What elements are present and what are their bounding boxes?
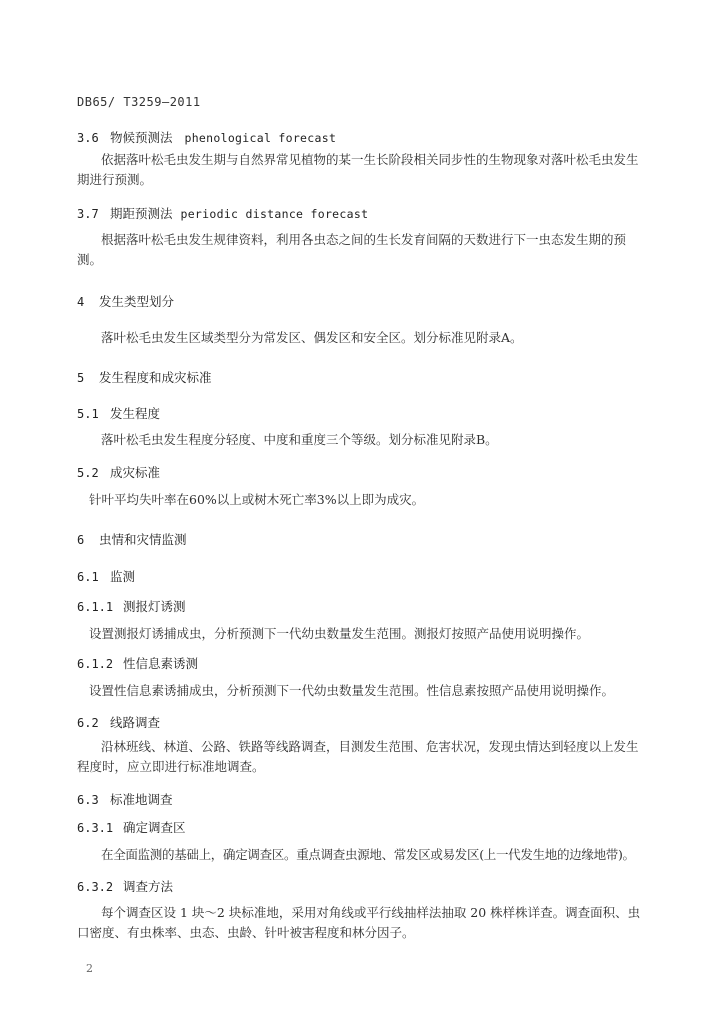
section-number: 6.3.2 (77, 880, 114, 894)
section-number: 5.2 (77, 466, 99, 480)
section-number: 5 (77, 371, 85, 385)
section-number: 3.7 (77, 207, 99, 221)
section-body-3-7: 根据落叶松毛虫发生规律资料，利用各虫态之间的生长发育间隔的天数进行下一虫态发生期的预测。 (77, 232, 627, 267)
section-title: 发生类型划分 (98, 294, 174, 309)
section-title: 确定调查区 (122, 820, 186, 835)
section-heading-6-3-2 (77, 877, 173, 895)
section-title-english: periodic distance forecast (180, 207, 369, 221)
section-title: 调查方法 (122, 879, 173, 894)
section-body-6-1-1: 设置测报灯诱捕成虫，分析预测下一代幼虫数量发生范围。测报灯按照产品使用说明操作。 (89, 626, 590, 641)
section-heading-6-1-2 (77, 654, 198, 672)
section-body-6-3-1: 在全面监测的基础上，确定调查区。重点调查虫源地、常发区或易发区(上一代发生地的边缘地带)。 (101, 847, 635, 862)
section-heading-6-3 (77, 790, 173, 808)
section-title: 线路调查 (109, 715, 160, 730)
section-title: 物候预测法 (109, 130, 173, 145)
section-title: 监测 (109, 569, 135, 584)
section-number: 6.3 (77, 793, 99, 807)
section-title: 发生程度 (109, 406, 160, 421)
section-number: 6 (77, 533, 85, 547)
section-title: 性信息素诱测 (122, 656, 198, 671)
section-number: 6.1.2 (77, 657, 114, 671)
section-heading-3-6 (77, 128, 336, 146)
section-body-6-1-2: 设置性信息素诱捕成虫，分析预测下一代幼虫数量发生范围。性信息素按照产品使用说明操作。 (89, 683, 615, 698)
section-number: 4 (77, 295, 85, 309)
section-title: 虫情和灾情监测 (98, 532, 187, 547)
section-title: 发生程度和成灾标准 (98, 370, 212, 385)
section-title: 测报灯诱测 (122, 599, 186, 614)
section-heading-6-1 (77, 567, 135, 585)
section-body-5-1: 落叶松毛虫发生程度分轻度、中度和重度三个等级。划分标准见附录B。 (101, 432, 498, 447)
section-title: 期距预测法 (109, 206, 173, 221)
section-title: 成灾标准 (109, 465, 160, 480)
document-id: DB65/ T3259—2011 (77, 95, 201, 109)
section-heading-6-1-1 (77, 597, 186, 615)
section-number: 6.1.1 (77, 600, 114, 614)
section-body-5-2: 针叶平均失叶率在60%以上或树木死亡率3%以上即为成灾。 (89, 492, 425, 507)
section-heading-5 (77, 368, 212, 386)
page-number: 2 (86, 962, 93, 975)
section-body-6-2: 沿林班线、林道、公路、铁路等线路调查，目测发生范围、危害状况，发现虫情达到轻度以上发生程度时，应立即进行标准地调查。 (77, 739, 639, 774)
section-number: 5.1 (77, 407, 99, 421)
section-heading-5-1 (77, 404, 160, 422)
section-number: 6.2 (77, 716, 99, 730)
section-heading-5-2 (77, 463, 160, 481)
section-body-6-3-2: 每个调查区设 1 块～2 块标准地，采用对角线或平行线抽样法抽取 20 株样株详查。调查面积、虫口密度、有虫株率、虫态、虫龄、针叶被害程度和林分因子。 (77, 905, 641, 940)
section-heading-6-3-1 (77, 818, 186, 836)
section-number: 6.3.1 (77, 821, 114, 835)
section-heading-6-2 (77, 713, 160, 731)
section-heading-6 (77, 530, 187, 548)
section-title: 标准地调查 (109, 792, 173, 807)
section-heading-3-7 (77, 204, 368, 222)
section-title-english: phenological forecast (184, 131, 337, 145)
section-number: 6.1 (77, 570, 99, 584)
section-heading-4 (77, 292, 174, 310)
section-body-4: 落叶松毛虫发生区域类型分为常发区、偶发区和安全区。划分标准见附录A。 (101, 330, 523, 345)
section-number: 3.6 (77, 131, 99, 145)
section-body-3-6: 依据落叶松毛虫发生期与自然界常见植物的某一生长阶段相关同步性的生物现象对落叶松毛虫发生期进行预测。 (77, 152, 639, 187)
